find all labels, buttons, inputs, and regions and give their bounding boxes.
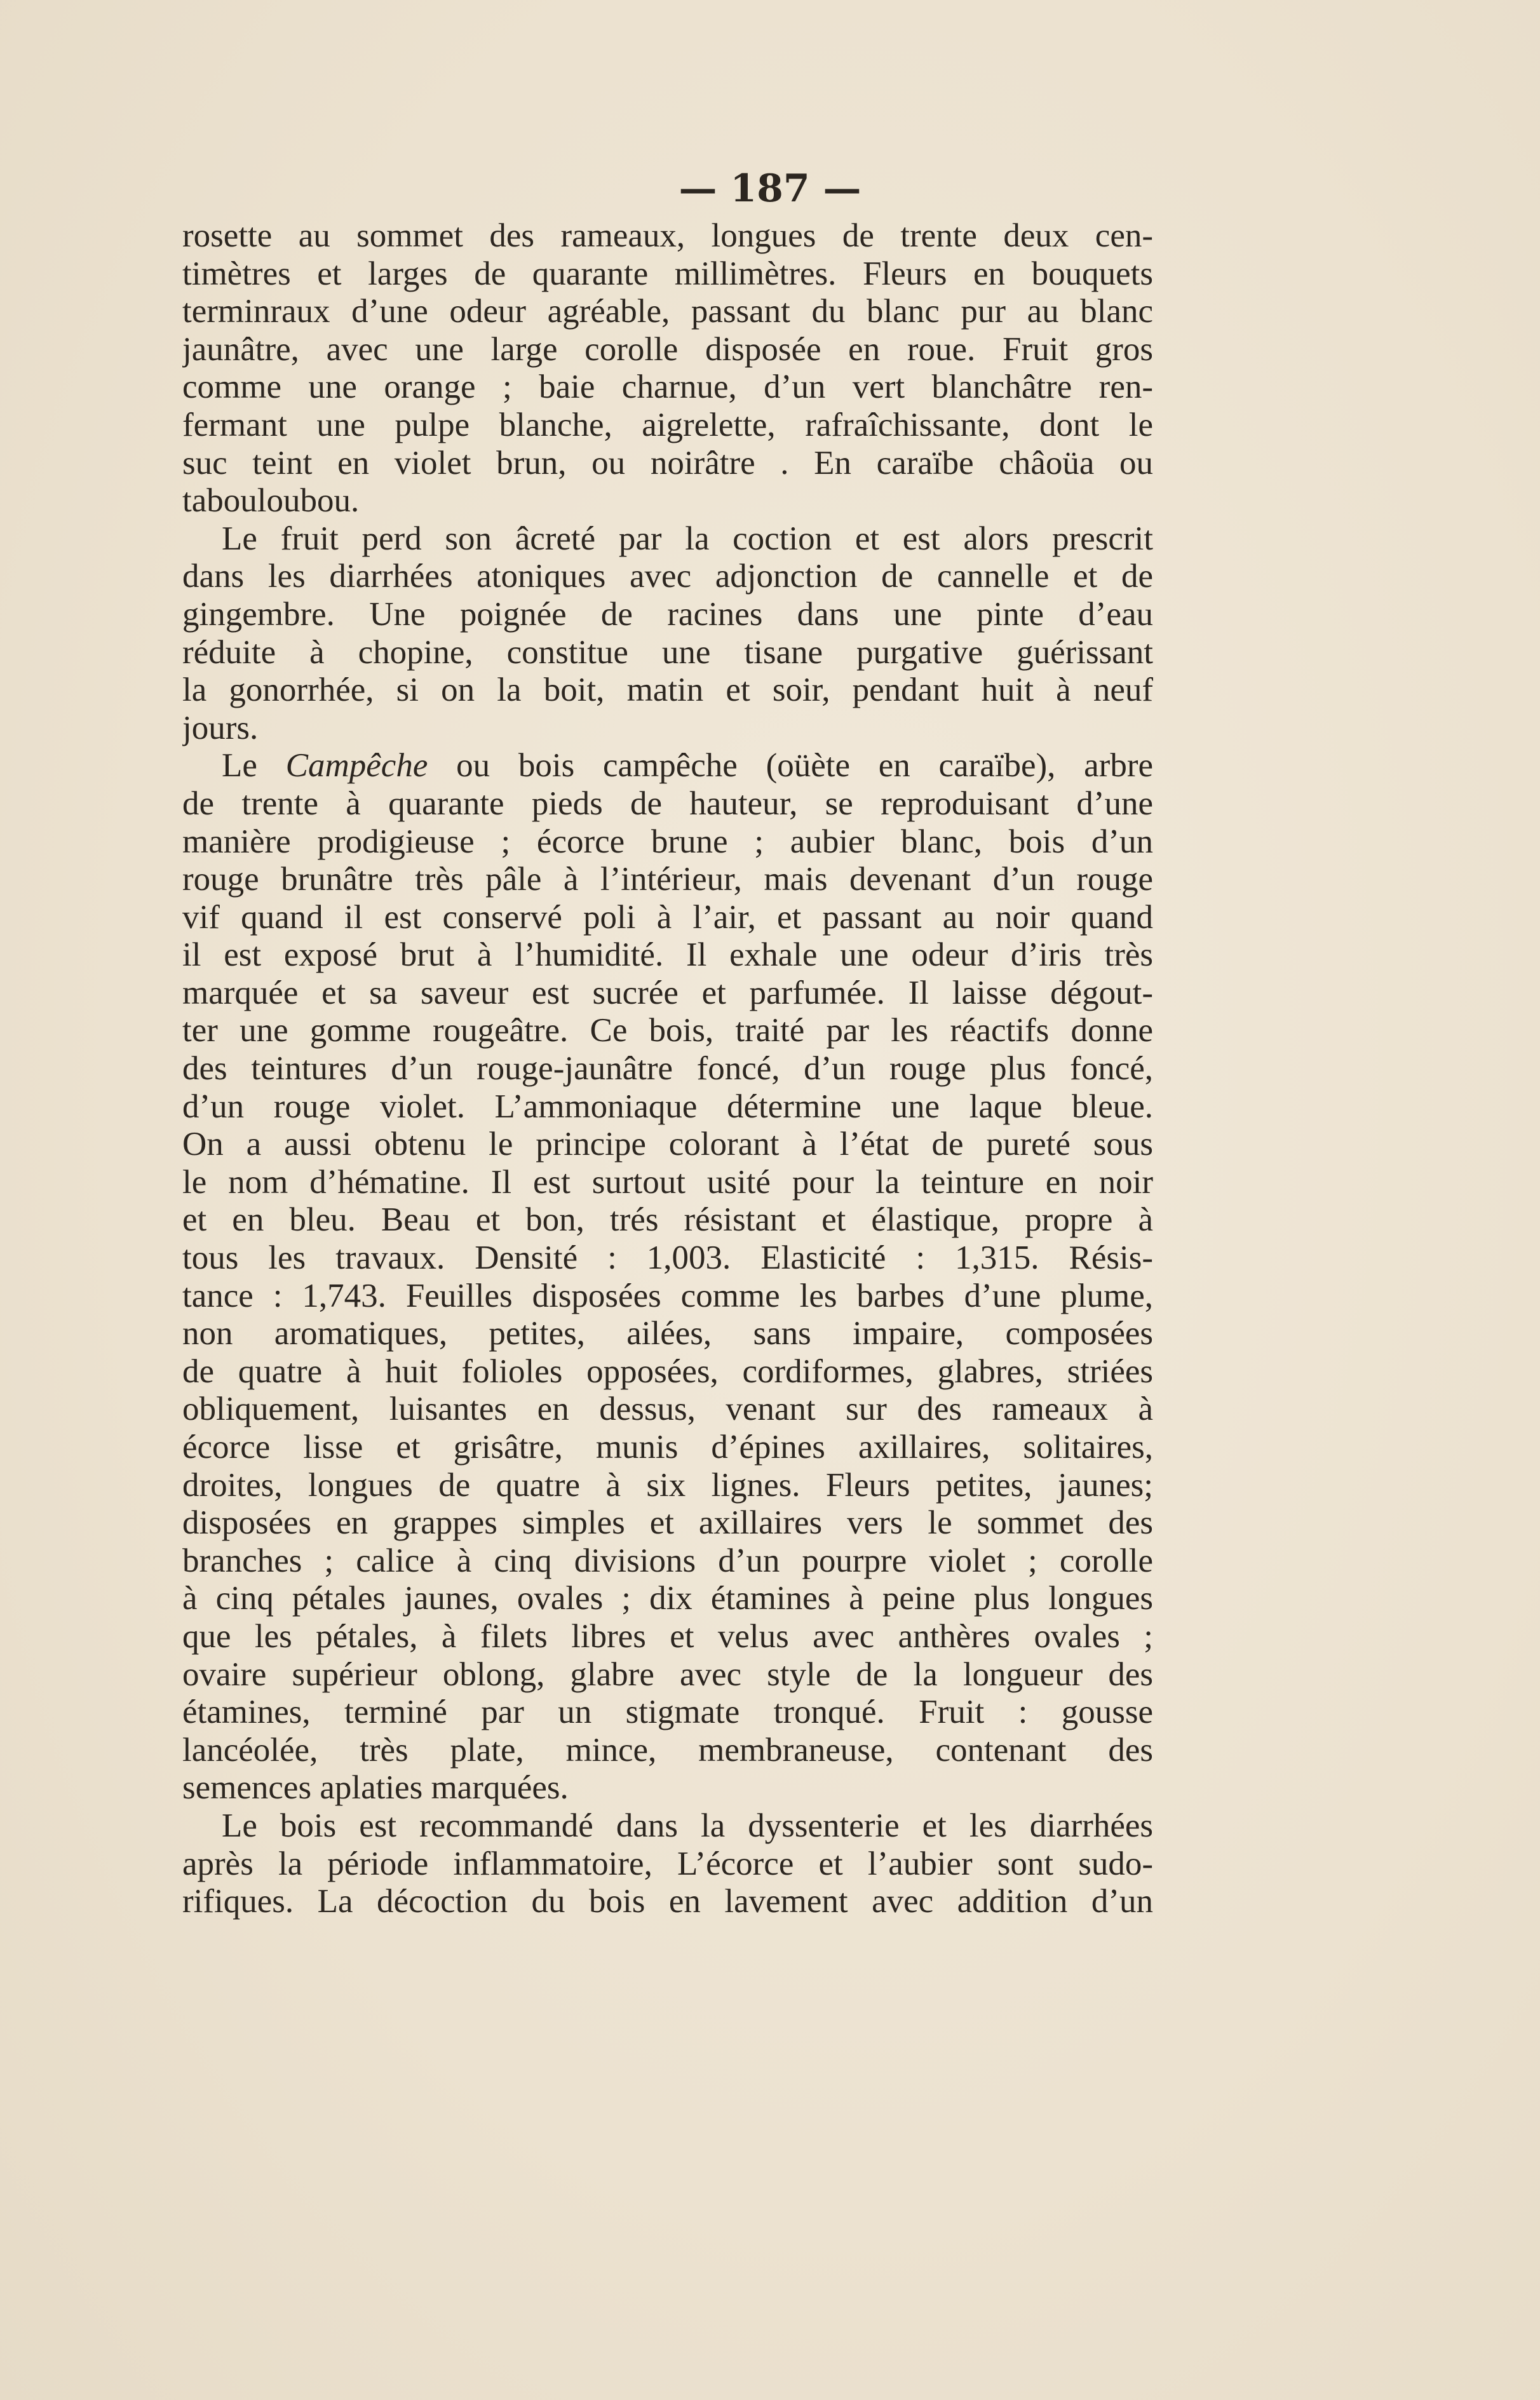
text-line: branches ; calice à cinq divisions d’un pourpre violet ; corolle xyxy=(182,1542,1153,1579)
text-line: réduite à chopine, constitue une tisane purgative guérissant xyxy=(182,633,1153,671)
text-line: d’un rouge violet. L’ammoniaque détermine une laque bleue. xyxy=(182,1088,1153,1125)
text-line: disposées en grappes simples et axillaires vers le sommet des xyxy=(182,1504,1153,1542)
text-line: des teintures d’un rouge-jaunâtre foncé, d’un rouge plus foncé, xyxy=(182,1050,1153,1088)
text-line: de quatre à huit folioles opposées, cordiformes, glabres, striées xyxy=(182,1352,1153,1390)
text-line: timètres et larges de quarante millimètres. Fleurs en bouquets xyxy=(182,255,1153,292)
text-line: On a aussi obtenu le principe colorant à l’état de pureté sous xyxy=(182,1126,1153,1163)
text-line: rouge brunâtre très pâle à l’intérieur, mais devenant d’un rouge xyxy=(182,861,1153,898)
text-line: que les pétales, à filets libres et velus avec anthères ovales ; xyxy=(182,1617,1153,1655)
paragraph-start xyxy=(182,747,1153,785)
text-line: rosette au sommet des rameaux, longues de trente deux cen- xyxy=(182,217,1153,254)
text-line: fermant une pulpe blanche, aigrelette, rafraîchissante, dont le xyxy=(182,406,1153,443)
text-line: et en bleu. Beau et bon, trés résistant et élastique, propre à xyxy=(182,1201,1153,1239)
text-line: la gonorrhée, si on la boit, matin et soir, pendant huit à neuf xyxy=(182,671,1153,709)
text-line: tous les travaux. Densité : 1,003. Elasticité : 1,315. Résis- xyxy=(182,1239,1153,1277)
text-line: obliquement, luisantes en dessus, venant sur des rameaux à xyxy=(182,1391,1153,1428)
text-line: de trente à quarante pieds de hauteur, se reproduisant d’une xyxy=(182,785,1153,822)
text-line: écorce lisse et grisâtre, munis d’épines axillaires, solitaires, xyxy=(182,1429,1153,1466)
text-line: gingembre. Une poignée de racines dans une pinte d’eau xyxy=(182,595,1153,633)
text-line: dans les diarrhées atoniques avec adjonction de cannelle et de xyxy=(182,558,1153,595)
paragraph-start: Le bois est recommandé dans la dyssenterie et les diarrhées xyxy=(222,1807,1153,1844)
text-line: tabouloubou. xyxy=(182,482,360,520)
text-run: Le xyxy=(222,747,286,785)
text-line: lancéolée, très plate, mince, membraneuse, contenant des xyxy=(182,1731,1153,1769)
paragraph-start: Le fruit perd son âcreté par la coction et est alors prescrit xyxy=(222,520,1153,557)
text-line: étamines, terminé par un stigmate tronqué. Fruit : gousse xyxy=(182,1694,1153,1731)
text-line: après la période inflammatoire, L’écorce et l’aubier sont sudo- xyxy=(182,1845,1153,1882)
text-line: rifiques. La décoction du bois en lavement avec addition d’un xyxy=(182,1883,1153,1920)
text-run: ou bois campêche (oüète en caraïbe), arbre xyxy=(428,747,1153,785)
text-line: ter une gomme rougeâtre. Ce bois, traité par les réactifs donne xyxy=(182,1012,1153,1049)
text-line: semences aplaties marquées. xyxy=(182,1769,569,1807)
text-line: jaunâtre, avec une large corolle disposée en roue. Fruit gros xyxy=(182,330,1153,368)
text-line: ovaire supérieur oblong, glabre avec style de la longueur des xyxy=(182,1655,1153,1693)
text-line: manière prodigieuse ; écorce brune ; aubier blanc, bois d’un xyxy=(182,823,1153,860)
text-line: à cinq pétales jaunes, ovales ; dix étamines à peine plus longues xyxy=(182,1580,1153,1617)
text-line: tance : 1,743. Feuilles disposées comme les barbes d’une plume, xyxy=(182,1277,1153,1314)
text-line: comme une orange ; baie charnue, d’un vert blanchâtre ren- xyxy=(182,368,1153,406)
text-line: il est exposé brut à l’humidité. Il exhale une odeur d’iris très xyxy=(182,936,1153,974)
text-line: droites, longues de quatre à six lignes. Fleurs petites, jaunes; xyxy=(182,1466,1153,1504)
text-line: marquée et sa saveur est sucrée et parfumée. Il laisse dégout- xyxy=(182,974,1153,1011)
body-text xyxy=(182,217,1153,1921)
page-number: — 187 — xyxy=(679,166,861,211)
text-line: vif quand il est conservé poli à l’air, et passant au noir quand xyxy=(182,898,1153,936)
text-line: non aromatiques, petites, ailées, sans impaire, composées xyxy=(182,1315,1153,1352)
text-line: suc teint en violet brun, ou noirâtre . En caraïbe châoüa ou xyxy=(182,444,1153,482)
species-name: Campêche xyxy=(285,747,428,785)
text-line: le nom d’hématine. Il est surtout usité pour la teinture en noir xyxy=(182,1163,1153,1201)
text-line: jours. xyxy=(182,709,259,746)
text-line: terminraux d’une odeur agréable, passant du blanc pur au blanc xyxy=(182,293,1153,330)
